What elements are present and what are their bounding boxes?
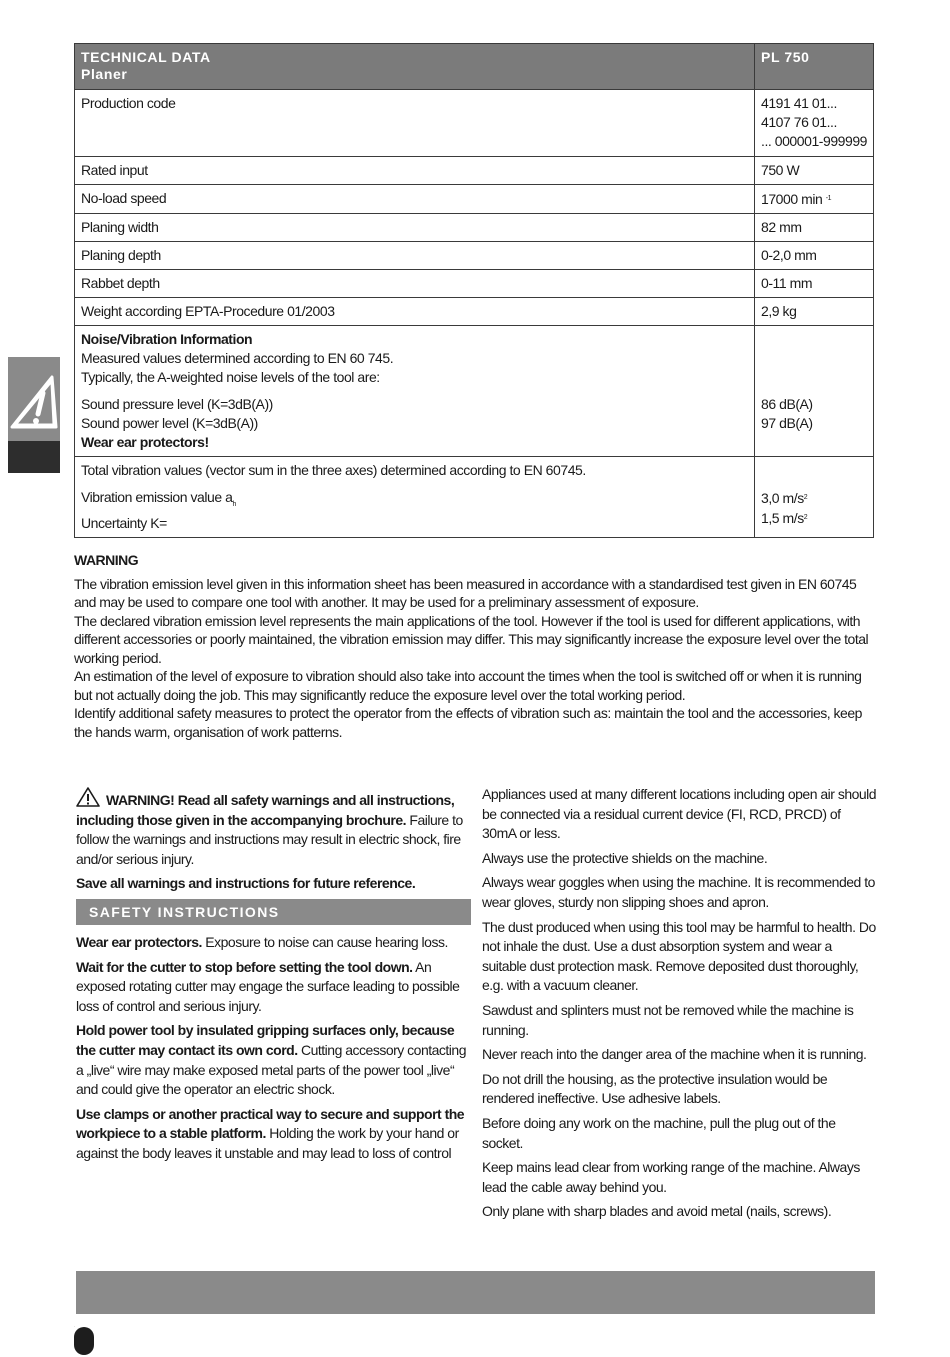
table-header-title [75,44,755,90]
table-header-row [75,44,874,90]
warning-triangle-icon [76,787,100,807]
noise-info [75,326,755,457]
uncertainty-value-text: 1,5 m/s [761,510,804,526]
emission-label-text: Vibration emission value a [81,489,233,505]
header-model: PL 750 [755,44,874,90]
warning-triangle-icon [8,357,60,441]
ear-protector-note: Wear ear protectors! [81,434,209,450]
emission-value-text: 3,0 m/s [761,490,804,506]
row-value [755,90,874,157]
row-label: Planing width [75,214,755,242]
speed-unit-sup: -1 [825,195,832,202]
table-row [75,157,874,185]
uncertainty-value [761,508,867,528]
row-value: 0-11 mm [755,270,874,298]
page-number: 8 [74,1327,94,1355]
noise-line: Typically, the A-weighted noise levels of the tool are: [81,369,380,385]
safety-item [76,958,471,1017]
vibration-intro: Total vibration values (vector sum in the three axes) determined according to EN 60745. [81,462,586,478]
row-value: 82 mm [755,214,874,242]
general-warning-text: Failure to follow the warnings and instructions may result in electric shock, fire and/or serious injury. [76,811,463,867]
vibration-warning [74,551,874,741]
warning-paragraph: The declared vibration emission level represents the main applications of the tool. However if the tool is used for different applications, with different accessories or poorly maintained, the vibration emission may differ. This may significantly increase the exposure level over the total working period. [74,612,869,666]
technical-data-table [74,43,874,538]
instruction-paragraph: Keep mains lead clear from working range of the machine. Always lead the cable away behind you. [482,1159,860,1195]
noise-row [75,326,874,457]
noise-line: Measured values determined according to EN 60 745. [81,350,394,366]
noise-values [755,326,874,457]
safety-item-bold: Wait for the cutter to stop before setting the tool down. [76,958,413,975]
warning-paragraph: The vibration emission level given in this information sheet has been measured in accordance with a standardised test given in EN 60745 and may be used to compare one tool with another. It may be used for a preliminary assessment of exposure. [74,575,857,610]
warning-paragraph: Identify additional safety measures to protect the operator from the effects of vibration such as: maintain the tool and the accessories, keep the hands warm, organisation of work patterns. [74,705,862,740]
table-row [75,298,874,326]
general-warning-bold: WARNING! Read all safety warnings and all instructions, including those given in the accompanying brochure. [76,792,455,828]
sound-power-label: Sound power level (K=3dB(A)) [81,415,258,431]
safety-item-bold: Wear ear protectors. [76,933,202,950]
row-value: 0-2,0 mm [755,242,874,270]
safety-item-text: Holding the work by your hand or against the body leaves it unstable and may lead to loss of control [76,1125,459,1161]
row-label: No-load speed [75,185,755,214]
instruction-paragraph: Sawdust and splinters must not be removed while the machine is running. [482,1001,854,1038]
table-row [75,90,874,157]
row-label: Weight according EPTA-Procedure 01/2003 [75,298,755,326]
safety-item-bold: Use clamps or another practical way to secure and support the workpiece to a stable platform. [76,1105,465,1142]
sound-power-value: 97 dB(A) [761,415,813,431]
section-header-safety: SAFETY INSTRUCTIONS [76,899,471,925]
emission-label-sub: h [232,501,236,508]
speed-value: 17000 min [761,191,823,207]
row-value: 2,9 kg [755,298,874,326]
instruction-paragraph: Before doing any work on the machine, pull the plug out of the socket. [482,1114,836,1151]
side-tab-panel [8,357,60,441]
instruction-paragraph: Appliances used at many different locations including open air should be connected via a residual current device (FI, RCD, PRCD) of 30mA or less. [482,786,877,842]
vibration-emission-value [761,488,867,508]
instruction-paragraph: Never reach into the danger area of the machine when it is running. [482,1046,867,1063]
noise-title: Noise/Vibration Information [81,331,253,347]
instruction-paragraph: Do not drill the housing, as the protective insulation would be rendered ineffective. Use adhesive labels. [482,1070,828,1107]
emission-unit-sup: 2 [803,494,808,501]
side-tab [8,357,60,473]
table-row [75,242,874,270]
uncertainty-label: Uncertainty K= [81,515,167,531]
row-label: Production code [75,90,755,157]
instruction-paragraph: The dust produced when using this tool may be harmful to health. Do not inhale the dust. Use a dust absorption system and wear a suitable dust protection mask. Remove deposited dust thoroughly, e.g. with a vacuum cleaner. [482,918,876,994]
instruction-paragraph: Always use the protective shields on the machine. [482,849,768,866]
table-row [75,185,874,214]
safety-item [76,1021,471,1099]
sound-pressure-label: Sound pressure level (K=3dB(A)) [81,396,273,412]
uncertainty-unit-sup: 2 [803,514,808,521]
left-column [76,787,471,1169]
vibration-row [75,457,874,538]
vibration-values [755,457,874,538]
header-technical-data: TECHNICAL DATA [81,49,211,65]
save-instructions-text: Save all warnings and instructions for future reference. [76,875,416,892]
footer-bar [76,1271,875,1314]
row-label: Planing depth [75,242,755,270]
row-label: Rated input [75,157,755,185]
right-column [482,785,877,1227]
table-row [75,270,874,298]
save-instructions [76,874,471,894]
safety-item [76,1105,471,1164]
row-value: 750 W [755,157,874,185]
vibration-info [75,457,755,538]
production-code-line: 4191 41 01... [761,95,837,111]
table-row [75,214,874,242]
row-value [755,185,874,214]
instruction-paragraph: Always wear goggles when using the machine. It is recommended to wear gloves, sturdy non slipping shoes and apron. [482,874,875,910]
safety-item-text: An exposed rotating cutter may engage the surface leading to possible loss of control and serious injury. [76,958,460,1014]
safety-item [76,933,471,953]
vibration-emission-label [81,488,748,514]
instruction-paragraph: Only plane with sharp blades and avoid metal (nails, screws). [482,1203,832,1220]
warning-paragraph: An estimation of the level of exposure to vibration should also take into account the times when the tool is switched off or when it is running but not actually doing the job. This may significantly reduce the exposure level over the total working period. [74,668,862,703]
safety-item-text: Cutting accessory contacting a „live“ wire may make exposed metal parts of the power tool „live“ and could give the operator an electric shock. [76,1041,466,1098]
safety-item-bold: Hold power tool by insulated gripping surfaces only, because the cutter may contact its own cord. [76,1022,455,1058]
production-code-line: 4107 76 01... [761,114,837,130]
row-label: Rabbet depth [75,270,755,298]
general-warning [76,787,471,869]
sound-pressure-value: 86 dB(A) [761,396,813,412]
safety-item-text: Exposure to noise can cause hearing loss. [201,933,448,950]
warning-title: WARNING [74,552,139,568]
production-code-line: ... 000001-999999 [761,133,868,149]
header-planer: Planer [81,66,128,82]
